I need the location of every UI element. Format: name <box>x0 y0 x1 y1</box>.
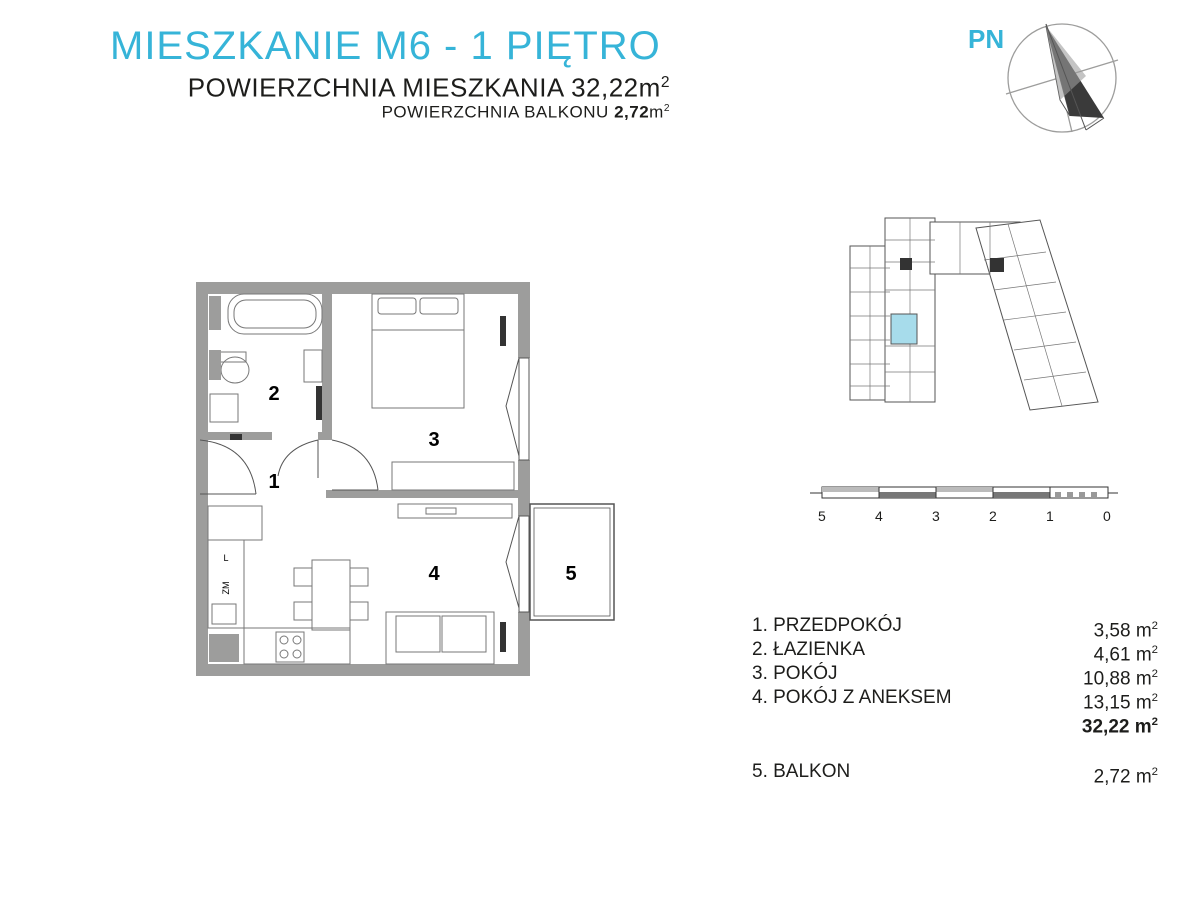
room-name: 1. PRZEDPOKÓJ <box>752 615 902 636</box>
selected-apartment-highlight <box>891 314 917 344</box>
balcony-area-label: POWIERZCHNIA BALKONU <box>381 102 609 122</box>
room-name: 4. POKÓJ Z ANEKSEM <box>752 687 952 708</box>
room-number-2: 2 <box>268 383 280 405</box>
total-area: 32,22 $m^2$ <box>1081 716 1158 738</box>
compass-icon <box>1000 18 1124 136</box>
scale-tick-label: 1 <box>1046 508 1054 524</box>
balcony-area-unit: m <box>649 102 664 122</box>
apartment-area-label: POWIERZCHNIA MIESZKANIA <box>187 72 564 103</box>
unit-superscript: 2 <box>663 103 670 114</box>
unit-superscript: 2 <box>660 74 670 91</box>
table-row <box>752 638 1158 666</box>
apartment-title: MIESZKANIE M6 - 1 PIĘTRO <box>110 24 661 68</box>
room-area: 3,58 $m^2$ <box>1093 620 1158 642</box>
scale-tick-label: 0 <box>1103 508 1111 524</box>
compass-label: PN <box>968 24 1005 54</box>
room-name: 2. ŁAZIENKA <box>752 639 865 660</box>
room-number-5: 5 <box>565 563 577 585</box>
rooms-area-table <box>752 614 1158 738</box>
balcony-area-table <box>752 760 1158 788</box>
table-row <box>752 614 1158 642</box>
room-area: 2,72 $m^2$ <box>1093 766 1158 788</box>
scale-tick-label: 3 <box>932 508 940 524</box>
scale-tick-label: 2 <box>989 508 997 524</box>
scale-tick-label: 4 <box>875 508 883 524</box>
balcony-area-value: 2,72 <box>614 102 650 122</box>
room-name: 5. BALKON <box>752 761 851 782</box>
building-key-plan <box>840 212 1106 412</box>
fridge-label: L <box>223 553 229 563</box>
room-number-1: 1 <box>268 471 280 493</box>
apartment-area-value: 32,22m <box>571 72 661 103</box>
room-area: 10,88 $m^2$ <box>1083 668 1158 690</box>
balcony-area <box>382 98 670 124</box>
scale-bar <box>810 482 1120 506</box>
room-number-4: 4 <box>428 563 440 585</box>
table-row <box>752 662 1158 690</box>
room-area: 4,61 $m^2$ <box>1093 644 1158 666</box>
floor-plan <box>190 276 630 686</box>
total-area-row <box>752 710 1158 738</box>
room-name: 3. POKÓJ <box>752 663 838 684</box>
table-row <box>752 760 1158 788</box>
table-row <box>752 686 1158 714</box>
room-number-3: 3 <box>428 429 440 451</box>
freezer-label: ZM <box>221 581 231 595</box>
scale-tick-label: 5 <box>818 508 826 524</box>
room-area: 13,15 $m^2$ <box>1083 692 1158 714</box>
